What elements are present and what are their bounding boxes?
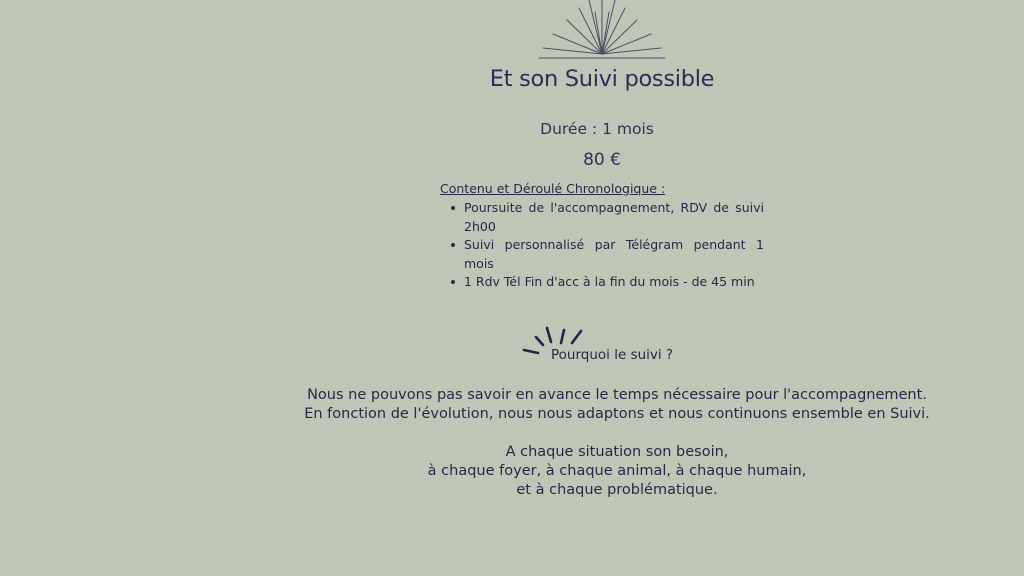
paragraph-uncertainty bbox=[290, 386, 944, 424]
paragraph-line: En fonction de l'évolution, nous nous adaptons et nous continuons ensemble en Suivi. bbox=[304, 406, 930, 422]
page-title: Et son Suivi possible bbox=[489, 66, 715, 92]
sunburst-decoration-icon bbox=[535, 0, 669, 62]
paragraph-line: et à chaque problématique. bbox=[516, 482, 718, 498]
duration-label: Durée : 1 mois bbox=[540, 120, 654, 138]
list-item: Suivi personnalisé par Télégram pendant 1 mois bbox=[446, 236, 764, 273]
price-label: 80 € bbox=[583, 150, 621, 170]
paragraph-needs bbox=[290, 443, 944, 500]
why-title: Pourquoi le suivi ? bbox=[551, 347, 674, 363]
paragraph-line: Nous ne pouvons pas savoir en avance le temps nécessaire pour l'accompagnement. bbox=[307, 387, 927, 403]
content-list bbox=[446, 199, 764, 292]
list-item: Poursuite de l'accompagnement, RDV de suivi 2h00 bbox=[446, 199, 764, 236]
list-item: 1 Rdv Tél Fin d'acc à la fin du mois - de 45 min bbox=[446, 273, 764, 292]
content-heading: Contenu et Déroulé Chronologique : bbox=[440, 181, 666, 196]
paragraph-line: à chaque foyer, à chaque animal, à chaque humain, bbox=[427, 463, 807, 479]
paragraph-line: A chaque situation son besoin, bbox=[505, 444, 729, 460]
